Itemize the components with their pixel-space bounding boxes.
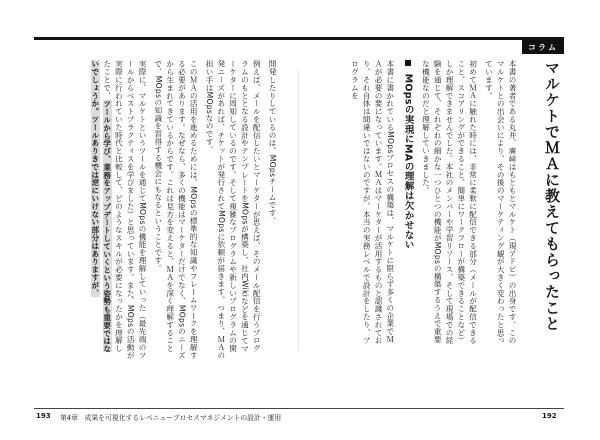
page-number-left: 193 (36, 412, 51, 420)
left-paragraph-3: このＭＡの活用を進めるためには、MOpsの標準的な知識やフレームワークを理解する必要があります。なぜなら、多くの機能はマーケターだけでなく、MOpsのニーズから生まれてきているからです。これは見方を変えると、ＭＡを深く理解することで、MOpsの知識を習得する機会にもなるということです。 (153, 60, 199, 360)
section-heading (402, 60, 414, 350)
column-title: マルケトでＭＡに教えてもらったこと (543, 60, 561, 332)
right-paragraph-1: 本書の著者である丸井、廣﨑はもともとマルケト（現アドビ）の出身です。このマルケトとの出会いにより、その後のマーケティング観が大きく変わったと思っています。 (484, 60, 517, 345)
top-rule (34, 37, 564, 40)
column-tag: コラム (522, 40, 564, 54)
page-number-right: 192 (542, 412, 557, 420)
left-paragraph-2: 例えば、メールを配信したいとマーケターが思えば、そのメール配信を行うプログラムのもととなる設計やテンプレートをMOpsが構築し、社内Wikiなどを通じてマーケターに周知しているのです。そして複雑なプログラムや新しいプログラムの開発ニーズがあれば、チケットが発行されてMOpsに依頼が届きます。つまり、ＭＡの担い手はMOpsなのです。 (205, 60, 262, 360)
right-paragraph-3: 本書に書かれているMOpsプロセスの構築は、マルケトに限らず多くの企業でＭＡが必要の要になっています。ＭＡはマーケターが活用するものと認識されており、それ自体は間違いではないのですが、本当の実務レベルで設計をしたり、プログラムを (350, 60, 395, 345)
footer-rule (34, 408, 564, 409)
right-column-body (318, 60, 518, 350)
left-paragraph-1: 開発したりしているのは、MOpsチームです。 (268, 60, 277, 225)
left-paragraph-4 (89, 60, 148, 360)
left-column-body (58, 60, 278, 360)
bullet-square-icon (405, 60, 411, 66)
emphasis-highlight: ツールから学び、業務をアップデートしていくという姿勢も重要ではないでしょうか。ツールありきでは逆にいけない部分はありますが、 (90, 60, 112, 353)
page-gutter (298, 70, 299, 350)
right-paragraph-2: 初めてＭＡに触れた時には、非常に柔軟に配信できる部分（メールが配信できること、スコアリングができること、簡単にワークフローが構築できることなど）しか理解できませんでした。本社のメンバーや学習リソース、そして現場での経験を通じて、それぞれの細かな一つひとつの機能がMOpsの構築するうえで重要な機能なのだと理解していきました。 (421, 60, 478, 345)
chapter-running-head: 第4章 成果を可視化するレベニュープロセスマネジメントの設計・運用 (60, 414, 282, 422)
left-paragraph-4-text: 実際に、マルケトというツールを通じてMOpsの機能を理解していった（最先端のツールからベストプラクティスを学びました）と思っています。また、MOpsの活動が実際に行われていた時代と比較して、どのようなスキルが必要になったかを理解したことで、 (102, 60, 148, 360)
section-heading-text: MOpsの実現にMAの理解は欠かせない (402, 73, 414, 250)
